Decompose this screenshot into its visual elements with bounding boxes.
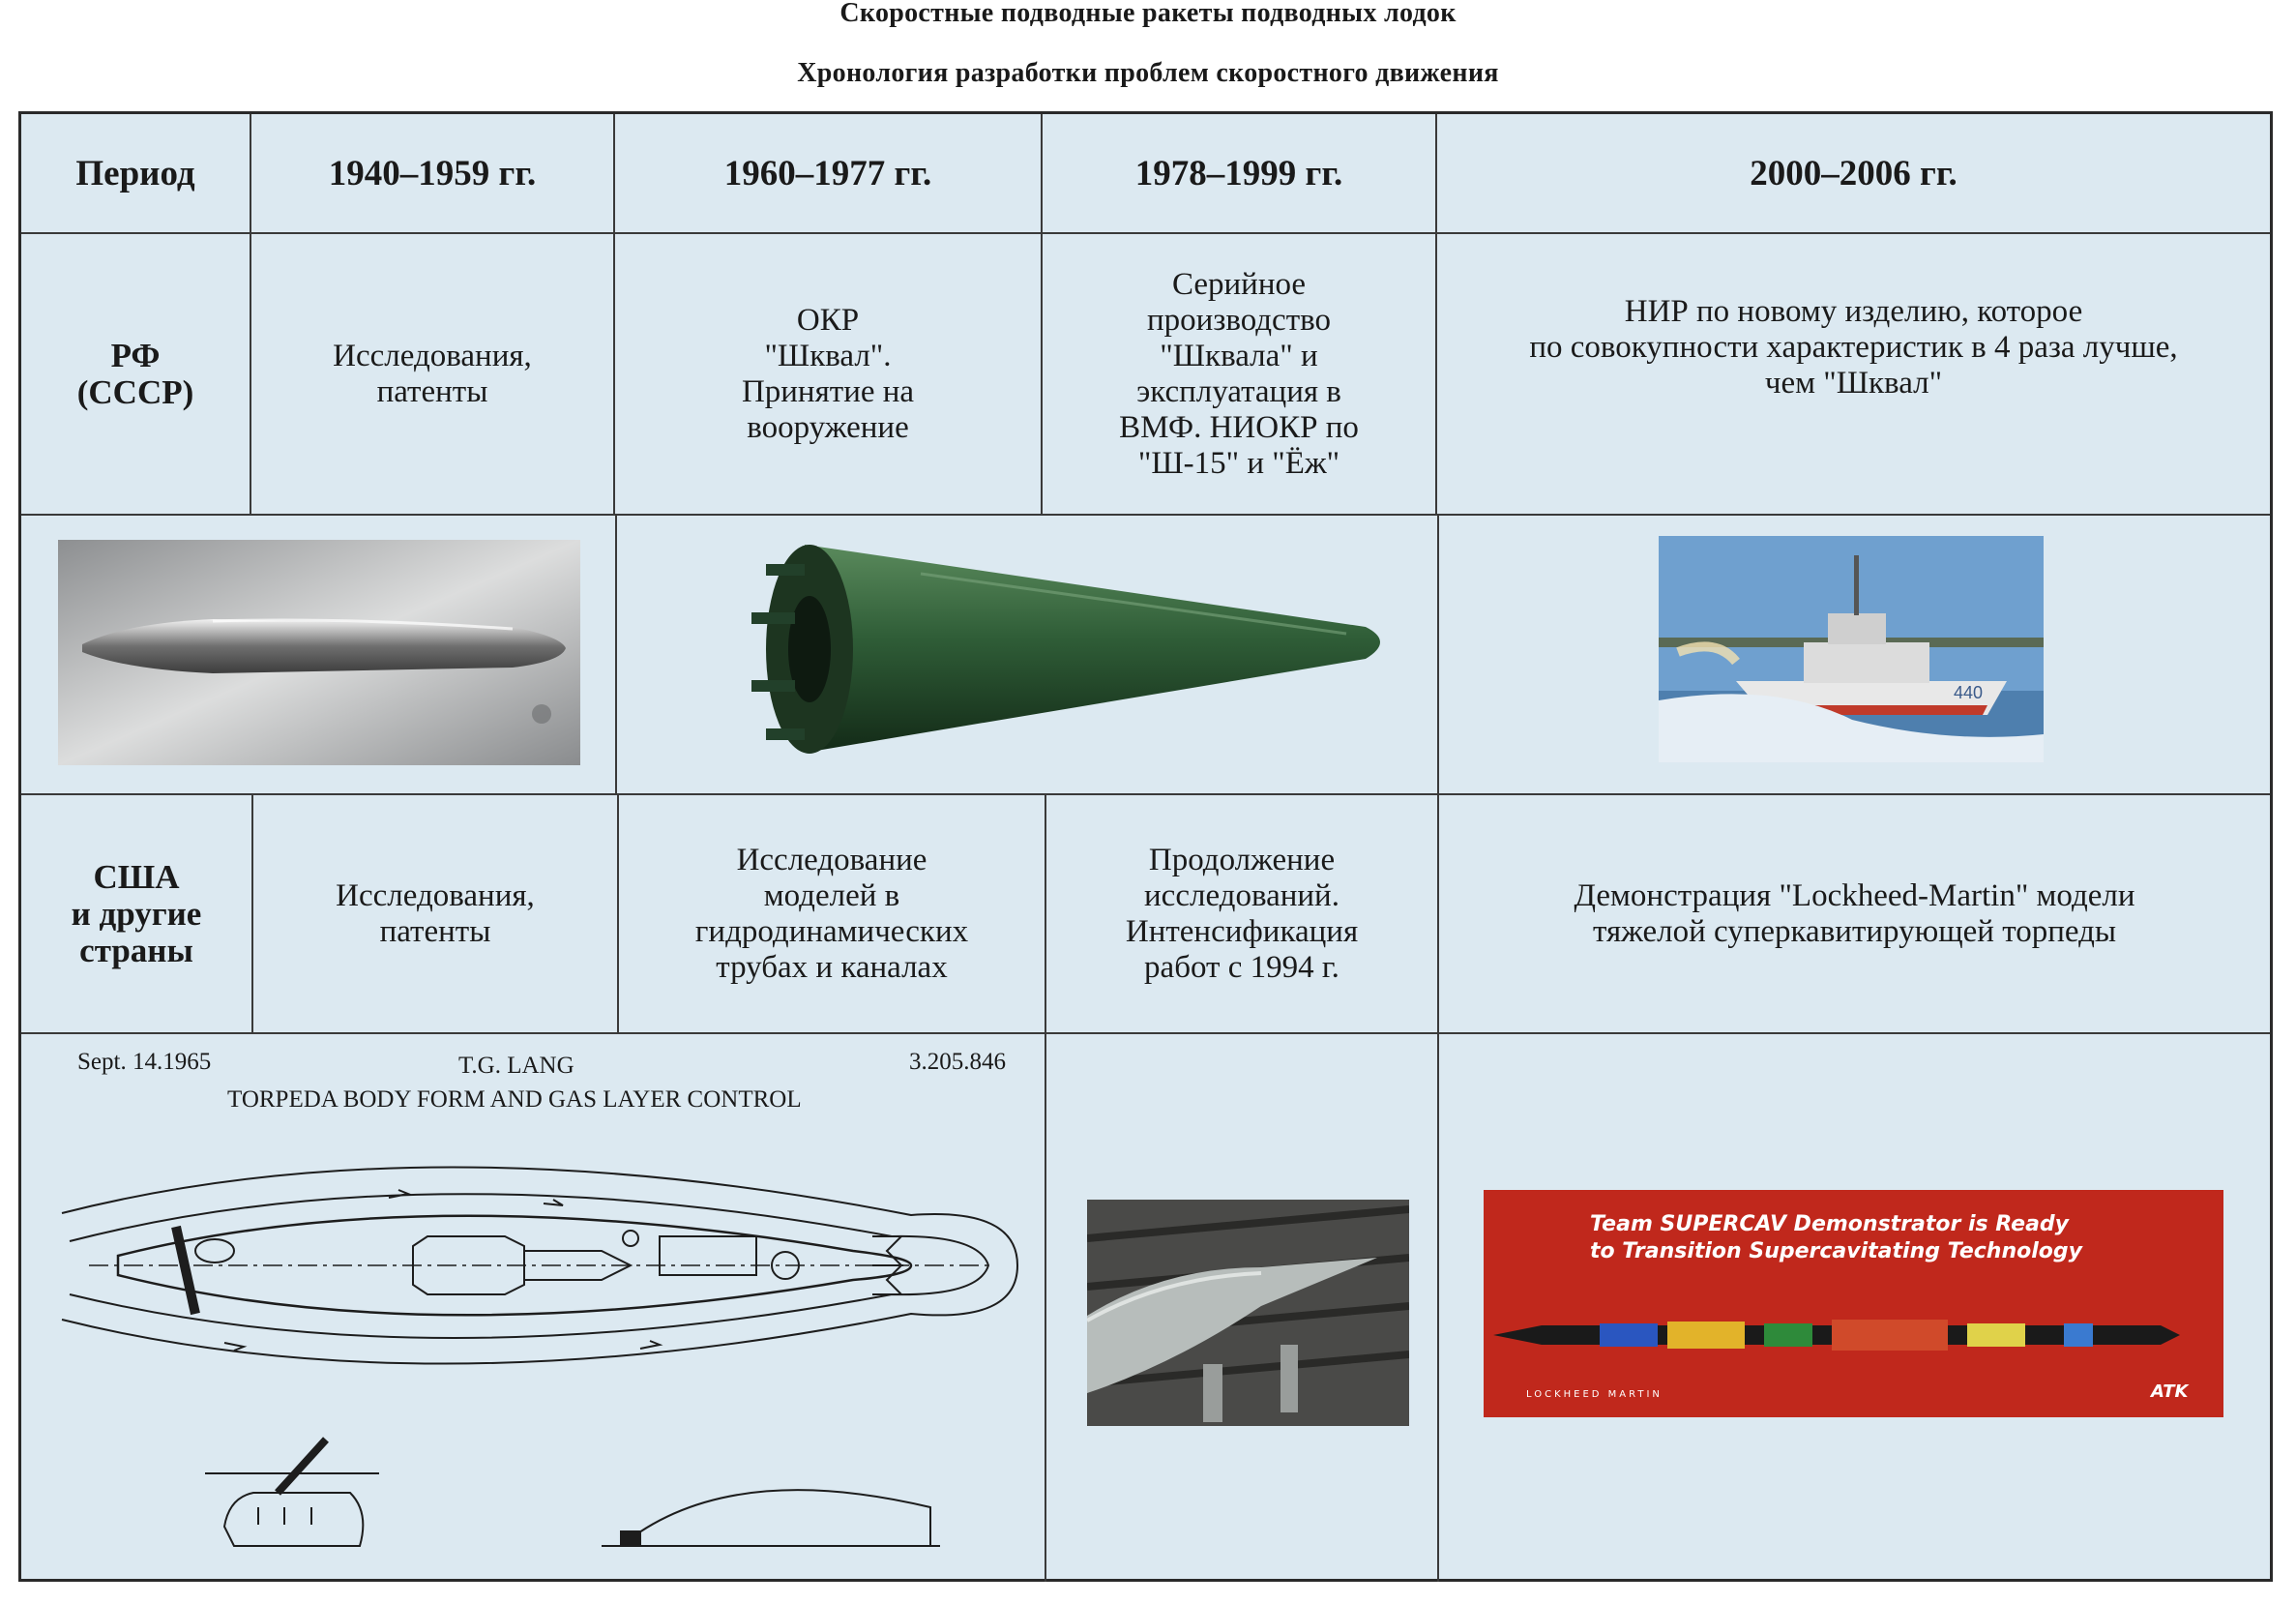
torpedo-model-photo (1087, 1200, 1409, 1426)
rf-cell-1960-1977: ОКР "Шквал". Принятие на вооружение (741, 302, 915, 445)
patent-drawing (60, 1140, 1037, 1565)
header-1960-1977: 1960–1977 гг. (723, 153, 932, 193)
supercav-banner (1484, 1190, 2223, 1417)
grid-line (615, 514, 617, 793)
shkval-torpedo-photo (727, 535, 1404, 782)
patent-number: 3.205.846 (909, 1049, 1006, 1075)
header-2000-2006: 2000–2006 гг. (1750, 153, 1957, 193)
patent-date: Sept. 14.1965 (77, 1049, 212, 1075)
rf-cell-2000-2006: НИР по новому изделию, которое по совокупности характеристик в 4 раза лучше, чем "Шквал" (1529, 294, 2178, 401)
usa-cell-2000-2006: Демонстрация "Lockheed-Martin" модели тяжелой суперкавитирующей торпеды (1574, 877, 2135, 949)
rf-cell-1978-1999: Серийное производство "Шквала" и эксплуатация в ВМФ. НИОКР по "Ш-15" и "Ёж" (1119, 266, 1359, 481)
usa-cell-1940-1959: Исследования, патенты (336, 877, 535, 949)
banner-line-2: to Transition Supercavitating Technology (1590, 1239, 2082, 1263)
header-1978-1999: 1978–1999 гг. (1134, 153, 1343, 193)
usa-cell-1978-1999: Продолжение исследований. Интенсификация работ с 1994 г. (1125, 842, 1359, 985)
grid-line (1437, 514, 1439, 1582)
chronology-table (18, 111, 2273, 1582)
banner-line-1: Team SUPERCAV Demonstrator is Ready (1590, 1212, 2070, 1236)
rf-cell-1940-1959: Исследования, патенты (333, 338, 532, 409)
header-1940-1959: 1940–1959 гг. (328, 153, 537, 193)
grid-line (21, 514, 2270, 516)
grid-line (21, 1032, 2270, 1034)
patent-author: T.G. LANG (458, 1053, 574, 1079)
row-label-usa: США и другие страны (71, 857, 202, 969)
boat-hull-number: 440 (1954, 683, 1984, 702)
banner-brand-left: LOCKHEED MARTIN (1526, 1389, 1663, 1400)
header-period: Период (75, 153, 195, 193)
supercavitation-photo (58, 540, 580, 765)
boat-launch-photo (1659, 536, 2044, 762)
row-label-rf: РФ (СССР) (76, 336, 194, 411)
banner-brand-right: ATK (2151, 1381, 2189, 1402)
page-title: Скоростные подводные ракеты подводных лодок (839, 0, 1457, 28)
patent-caption: TORPEDA BODY FORM AND GAS LAYER CONTROL (227, 1086, 802, 1113)
page-subtitle: Хронология разработки проблем скоростного движения (797, 58, 1499, 88)
usa-cell-1960-1977: Исследование моделей в гидродинамических трубах и каналах (694, 842, 969, 985)
